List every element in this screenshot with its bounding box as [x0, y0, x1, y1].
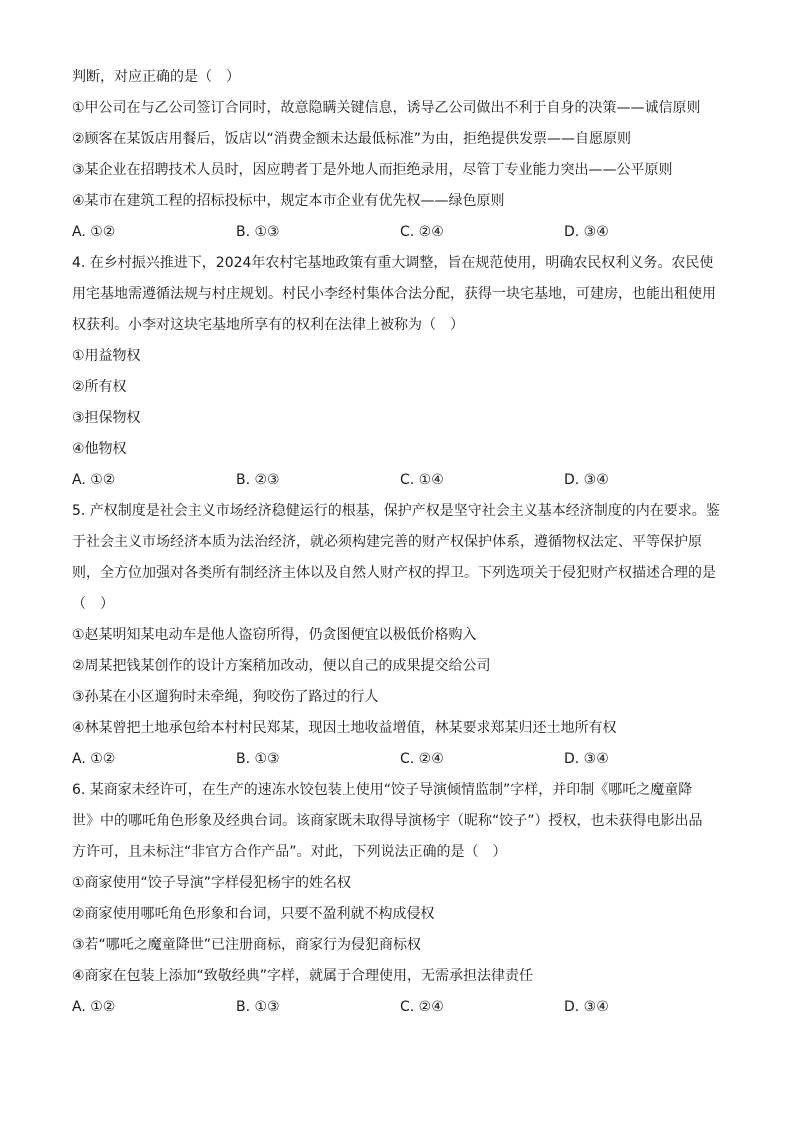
question-4-item-4: ④他物权	[72, 441, 127, 457]
question-3-item-1: ①甲公司在与乙公司签订合同时，故意隐瞒关键信息，诱导乙公司做出不利于自身的决策——诚信原则	[72, 100, 701, 116]
question-3-item-4: ④某市在建筑工程的招标投标中，规定本市企业有优先权——绿色原则	[72, 193, 505, 209]
question-4-stem	[72, 248, 728, 341]
question-5-item-1: ①赵某明知某电动车是他人盗窃所得，仍贪图便宜以极低价格购入	[72, 627, 477, 643]
question-5-option-b[interactable]: B. ①③	[236, 751, 280, 767]
question-6-stem-line: 方许可，且未标注“非官方合作产品”。对此，下列说法正确的是（ ）	[72, 844, 507, 860]
question-6-item-4: ④商家在包装上添加“致敬经典”字样，就属于合理使用，无需承担法律责任	[72, 968, 534, 984]
question-6-item-2: ②商家使用哪吒角色形象和台词，只要不盈利就不构成侵权	[72, 906, 435, 922]
question-4-option-a[interactable]: A. ①②	[72, 472, 116, 488]
question-6-option-d[interactable]: D. ③④	[564, 999, 609, 1015]
question-5-option-c[interactable]: C. ②④	[400, 751, 444, 767]
question-4-item-2: ②所有权	[72, 379, 127, 395]
question-5-stem-line: 5. 产权制度是社会主义市场经济稳健运行的根基，保护产权是坚守社会主义基本经济制度的内在要求。鉴	[72, 503, 720, 519]
question-6-stem-line: 6. 某商家未经许可，在生产的速冻水饺包装上使用“饺子导演倾情监制”字样，并印制《哪吒之魔童降	[72, 782, 693, 798]
question-5-item-4: ④林某曾把土地承包给本村村民郑某，现因土地收益增值，林某要求郑某归还土地所有权	[72, 720, 617, 736]
question-5-option-d[interactable]: D. ③④	[564, 751, 609, 767]
question-3-option-c[interactable]: C. ②④	[400, 224, 444, 240]
question-5-item-3: ③孙某在小区遛狗时未牵绳，狗咬伤了路过的行人	[72, 689, 379, 705]
question-5-stem-line: （ ）	[72, 596, 114, 612]
question-3-item-3: ③某企业在招聘技术人员时，因应聘者丁是外地人而拒绝录用，尽管丁专业能力突出——公平原则	[72, 162, 673, 178]
question-6-option-c[interactable]: C. ②④	[400, 999, 444, 1015]
question-6-option-a[interactable]: A. ①②	[72, 999, 116, 1015]
question-6-item-1: ①商家使用“饺子导演”字样侵犯杨宇的姓名权	[72, 875, 352, 891]
question-5-stem-line: 则，全方位加强对各类所有制经济主体以及自然人财产权的捍卫。下列选项关于侵犯财产权描述合理的是	[72, 565, 716, 581]
question-3-item-2: ②顾客在某饭店用餐后，饭店以“消费金额未达最低标准”为由，拒绝提供发票——自愿原则	[72, 131, 632, 147]
question-4-stem-line: 权获利。小李对这块宅基地所享有的权利在法律上被称为（ ）	[72, 317, 464, 333]
question-4-option-c[interactable]: C. ①④	[400, 472, 444, 488]
question-5-options	[72, 744, 728, 775]
question-5-option-a[interactable]: A. ①②	[72, 751, 116, 767]
question-5	[72, 496, 728, 775]
question-4-stem-line: 4. 在乡村振兴推进下，2024年农村宅基地政策有重大调整，旨在规范使用，明确农民权利义务。农民使	[72, 255, 714, 271]
question-4-option-b[interactable]: B. ②③	[236, 472, 280, 488]
question-6	[72, 775, 728, 1023]
question-6-stem	[72, 775, 728, 868]
question-5-stem	[72, 496, 728, 620]
question-3-options	[72, 217, 728, 248]
question-6-options	[72, 992, 728, 1023]
question-4-stem-line: 用宅基地需遵循法规与村庄规划。村民小李经村集体合法分配，获得一块宅基地，可建房，也能出租使用	[72, 286, 716, 302]
question-3-option-a[interactable]: A. ①②	[72, 224, 116, 240]
question-3-option-d[interactable]: D. ③④	[564, 224, 609, 240]
question-3	[72, 62, 728, 248]
question-4	[72, 248, 728, 496]
question-3-stem-tail: 判断，对应正确的是（ ）	[72, 69, 240, 85]
question-6-option-b[interactable]: B. ①③	[236, 999, 280, 1015]
question-4-item-3: ③担保物权	[72, 410, 141, 426]
exam-page	[72, 62, 728, 1023]
question-4-item-1: ①用益物权	[72, 348, 141, 364]
question-3-option-b[interactable]: B. ①③	[236, 224, 280, 240]
question-5-stem-line: 于社会主义市场经济本质为法治经济，就必须构建完善的财产权保护体系，遵循物权法定、平等保护原	[72, 534, 702, 550]
question-6-stem-line: 世》中的哪吒角色形象及经典台词。该商家既未取得导演杨宇（昵称“饺子”）授权，也未获得电影出品	[72, 813, 703, 829]
question-4-option-d[interactable]: D. ③④	[564, 472, 609, 488]
question-5-item-2: ②周某把钱某创作的设计方案稍加改动，便以自己的成果提交给公司	[72, 658, 491, 674]
question-4-options	[72, 465, 728, 496]
question-6-item-3: ③若“哪吒之魔童降世”已注册商标，商家行为侵犯商标权	[72, 937, 422, 953]
